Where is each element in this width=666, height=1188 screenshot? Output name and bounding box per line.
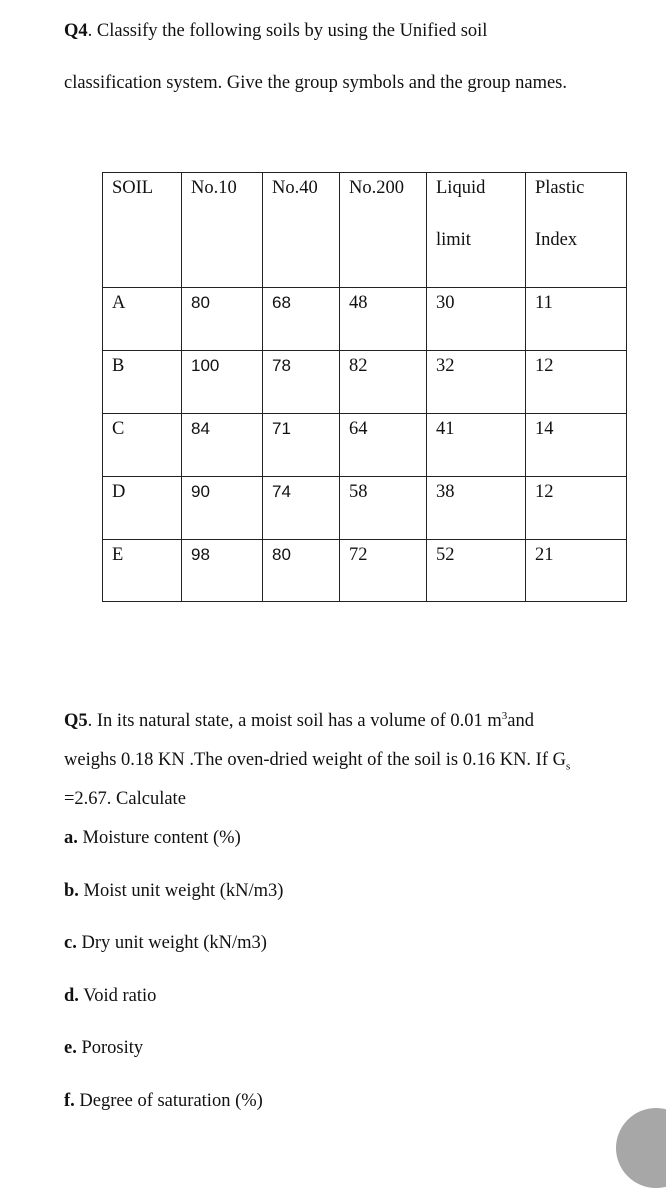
header-label: Liquid: [436, 178, 486, 198]
soil-data-table: [102, 172, 627, 602]
item-text: Moist unit weight (kN/m3): [78, 881, 284, 901]
table-cell: [340, 288, 427, 351]
cell-value: 12: [535, 356, 554, 376]
item-letter: e.: [64, 1038, 77, 1058]
table-cell: [340, 414, 427, 477]
header-cell-plastic-index: [526, 173, 627, 288]
cell-value: 11: [535, 293, 553, 313]
q5-item-c: [64, 932, 267, 954]
table-cell: [427, 288, 526, 351]
table-cell: [103, 351, 182, 414]
item-text: Porosity: [76, 1038, 144, 1058]
table-cell: [427, 540, 526, 602]
header-cell-no10: [182, 173, 263, 288]
table-cell: [427, 414, 526, 477]
table-cell: [263, 540, 340, 602]
table-cell: [427, 477, 526, 540]
table-cell: [526, 540, 627, 602]
cell-value: A: [112, 293, 126, 313]
header-cell-no40: [263, 173, 340, 288]
item-letter: d.: [64, 986, 79, 1006]
cell-value: 30: [436, 293, 455, 313]
table-cell: [340, 540, 427, 602]
table-row: [103, 477, 627, 540]
table-row: [103, 288, 627, 351]
item-text: Dry unit weight (kN/m3): [76, 933, 267, 953]
table-cell: [263, 288, 340, 351]
cell-value: 58: [349, 482, 368, 502]
q4-line-2: classification system. Give the group symbols and the group names.: [64, 73, 568, 93]
table-cell: [182, 288, 263, 351]
q5-line-3: =2.67. Calculate: [64, 789, 186, 809]
table-cell: [182, 351, 263, 414]
cell-value: 80: [191, 293, 210, 312]
item-letter: b.: [64, 881, 79, 901]
q5-item-e: [64, 1037, 143, 1059]
table-cell: [103, 477, 182, 540]
q5-item-a: [64, 827, 241, 849]
item-letter: f.: [64, 1091, 75, 1111]
table-cell: [526, 477, 627, 540]
q5-line-1: [64, 710, 534, 732]
cell-value: 72: [349, 545, 368, 565]
q5-text-1b: and: [507, 711, 534, 731]
table-cell: [340, 351, 427, 414]
header-label: No.10: [191, 178, 237, 198]
table-cell: [263, 477, 340, 540]
q5-item-b: [64, 880, 283, 902]
table-row: [103, 540, 627, 602]
item-text: Moisture content (%): [77, 828, 241, 848]
item-text: Degree of saturation (%): [74, 1091, 263, 1111]
table-cell: [182, 540, 263, 602]
corner-scroll-handle[interactable]: [616, 1108, 666, 1188]
cell-value: 52: [436, 545, 455, 565]
table-cell: [182, 414, 263, 477]
table-row: [103, 414, 627, 477]
q5-line-2: [64, 749, 570, 771]
cell-value: 64: [349, 419, 368, 439]
cell-value: 74: [272, 482, 291, 501]
cell-value: D: [112, 482, 126, 502]
table-cell: [263, 351, 340, 414]
q5-item-d: [64, 985, 156, 1007]
cell-value: 78: [272, 356, 291, 375]
q5-text-1a: . In its natural state, a moist soil has a volume of 0.01 m: [87, 711, 502, 731]
table-cell: [103, 414, 182, 477]
header-label-line2: limit: [436, 230, 471, 250]
item-letter: c.: [64, 933, 77, 953]
table-cell: [340, 477, 427, 540]
cell-value: 98: [191, 545, 210, 564]
cell-value: 84: [191, 419, 210, 438]
cell-value: 41: [436, 419, 455, 439]
table-cell: [103, 288, 182, 351]
table-header-row: [103, 173, 627, 288]
table-cell: [526, 351, 627, 414]
cell-value: E: [112, 545, 124, 565]
gs-subscript: s: [565, 760, 571, 773]
header-label: SOIL: [112, 178, 154, 198]
q4-line-1: [64, 20, 487, 42]
cell-value: 21: [535, 545, 554, 565]
header-label: No.40: [272, 178, 318, 198]
header-label: No.200: [349, 178, 404, 198]
q4-text-1: . Classify the following soils by using the Unified soil: [87, 21, 488, 41]
table-cell: [103, 540, 182, 602]
cell-value: 12: [535, 482, 554, 502]
item-letter: a.: [64, 828, 78, 848]
cell-value: C: [112, 419, 125, 439]
q5-item-f: [64, 1090, 263, 1112]
cell-value: 100: [191, 356, 220, 375]
header-label: Plastic: [535, 178, 585, 198]
table-cell: [427, 351, 526, 414]
cell-value: 14: [535, 419, 554, 439]
cell-value: 71: [272, 419, 291, 438]
header-label-line2: Index: [535, 230, 578, 250]
cell-value: 80: [272, 545, 291, 564]
table-cell: [526, 414, 627, 477]
cell-value: 90: [191, 482, 210, 501]
table-row: [103, 351, 627, 414]
table-cell: [526, 288, 627, 351]
header-cell-liquid-limit: [427, 173, 526, 288]
cell-value: B: [112, 356, 125, 376]
header-cell-no200: [340, 173, 427, 288]
cell-value: 82: [349, 356, 368, 376]
item-text: Void ratio: [78, 986, 157, 1006]
q4-number: Q4: [64, 21, 88, 41]
cell-value: 68: [272, 293, 291, 312]
cubic-superscript: 3: [501, 709, 508, 722]
table-cell: [263, 414, 340, 477]
q5-number: Q5: [64, 711, 88, 731]
cell-value: 32: [436, 356, 455, 376]
cell-value: 38: [436, 482, 455, 502]
cell-value: 48: [349, 293, 368, 313]
table-cell: [182, 477, 263, 540]
q5-text-2: weighs 0.18 KN .The oven-dried weight of the soil is 0.16 KN. If G: [64, 750, 566, 770]
header-cell-soil: [103, 173, 182, 288]
